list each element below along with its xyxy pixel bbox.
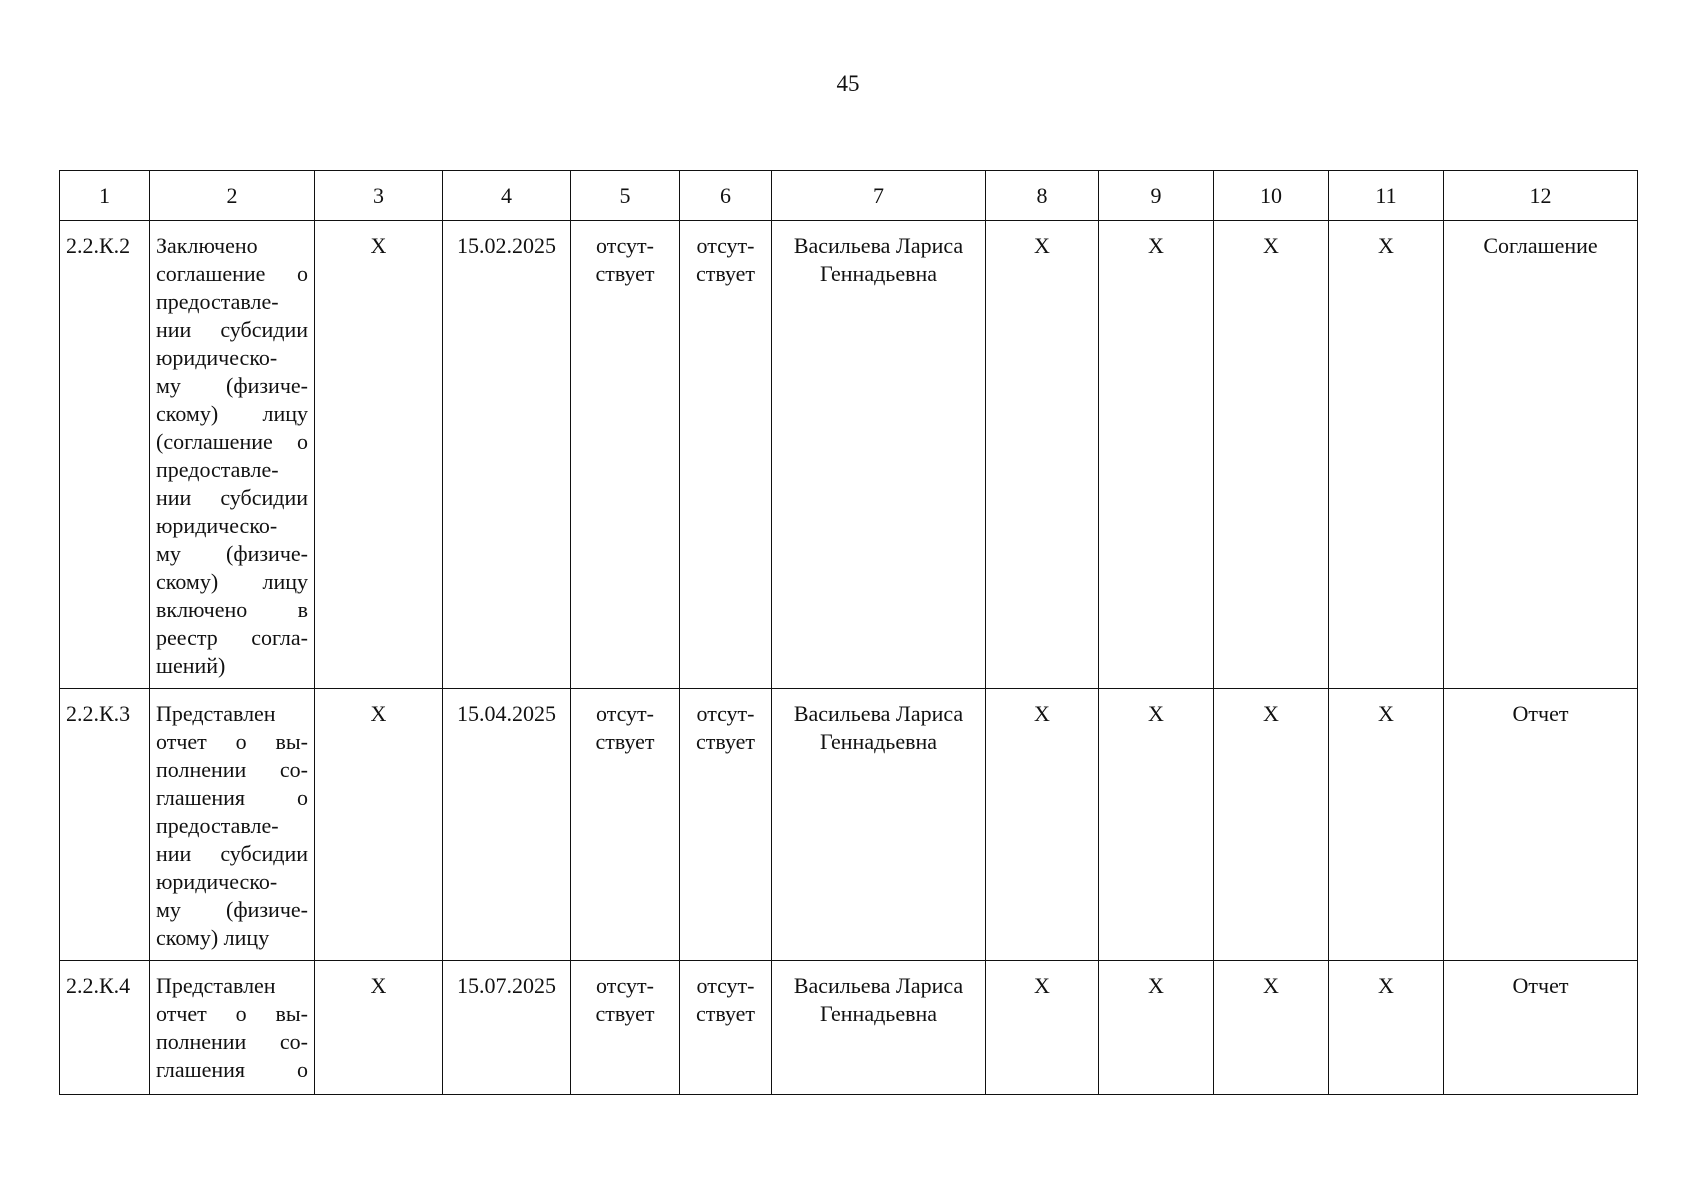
description-line: нии субсидии: [156, 317, 308, 342]
col5-cell: отсут- ствует: [571, 689, 680, 961]
description-line: Представлен: [156, 701, 276, 726]
document-cell: Соглашение: [1444, 221, 1638, 689]
description-line: скому) лицу: [156, 401, 308, 426]
description-line: реестр согла-: [156, 625, 308, 650]
col11-cell: X: [1329, 961, 1444, 1095]
page-number: 45: [836, 71, 860, 96]
description-line: Заключено: [156, 233, 258, 258]
header-cell: 2: [150, 171, 315, 221]
description-line: (соглашение о: [156, 429, 308, 454]
header-row: [60, 171, 1638, 221]
date-cell: 15.07.2025: [443, 961, 571, 1095]
table-row: [60, 961, 1638, 1095]
responsible-cell: Васильева Лариса Геннадьевна: [772, 961, 986, 1095]
description-line: му (физиче-: [156, 373, 308, 398]
responsible-cell: Васильева Лариса Геннадьевна: [772, 221, 986, 689]
description-line: шений): [156, 653, 226, 678]
col10-cell: X: [1214, 961, 1329, 1095]
header-cell: 8: [986, 171, 1099, 221]
description-line: му (физиче-: [156, 541, 308, 566]
col11-cell: X: [1329, 689, 1444, 961]
col3-cell: X: [315, 221, 443, 689]
description-line: глашения о: [156, 1057, 308, 1082]
control-points-table: [59, 170, 1638, 1095]
col9-cell: X: [1099, 221, 1214, 689]
code-cell: 2.2.К.2: [60, 221, 150, 689]
description-line: предоставле-: [156, 813, 279, 838]
date-cell: 15.02.2025: [443, 221, 571, 689]
description-line: юридическо-: [156, 869, 278, 894]
description-line: предоставле-: [156, 289, 279, 314]
date-cell: 15.04.2025: [443, 689, 571, 961]
code-cell: 2.2.К.3: [60, 689, 150, 961]
description-line: скому) лицу: [156, 925, 270, 950]
header-cell: 11: [1329, 171, 1444, 221]
description-line: отчет о вы-: [156, 1001, 308, 1026]
header-cell: 7: [772, 171, 986, 221]
col6-cell: отсут- ствует: [680, 689, 772, 961]
table-row: [60, 221, 1638, 689]
col5-cell: отсут- ствует: [571, 961, 680, 1095]
description-line: Представлен: [156, 973, 276, 998]
col9-cell: X: [1099, 961, 1214, 1095]
code-cell: 2.2.К.4: [60, 961, 150, 1095]
description-line: му (физиче-: [156, 897, 308, 922]
col10-cell: X: [1214, 221, 1329, 689]
col5-cell: отсут- ствует: [571, 221, 680, 689]
description-line: юридическо-: [156, 345, 278, 370]
col6-cell: отсут- ствует: [680, 221, 772, 689]
header-cell: 5: [571, 171, 680, 221]
header-cell: 6: [680, 171, 772, 221]
header-cell: 1: [60, 171, 150, 221]
description-cell: [150, 221, 315, 689]
description-line: включено в: [156, 597, 308, 622]
col8-cell: X: [986, 961, 1099, 1095]
description-line: полнении со-: [156, 1029, 308, 1054]
col3-cell: X: [315, 961, 443, 1095]
document-cell: Отчет: [1444, 689, 1638, 961]
description-line: нии субсидии: [156, 485, 308, 510]
description-line: отчет о вы-: [156, 729, 308, 754]
col10-cell: X: [1214, 689, 1329, 961]
description-line: скому) лицу: [156, 569, 308, 594]
col9-cell: X: [1099, 689, 1214, 961]
header-cell: 3: [315, 171, 443, 221]
description-line: нии субсидии: [156, 841, 308, 866]
document-cell: Отчет: [1444, 961, 1638, 1095]
responsible-cell: Васильева Лариса Геннадьевна: [772, 689, 986, 961]
col8-cell: X: [986, 221, 1099, 689]
description-line: предоставле-: [156, 457, 279, 482]
header-cell: 12: [1444, 171, 1638, 221]
description-line: полнении со-: [156, 757, 308, 782]
col11-cell: X: [1329, 221, 1444, 689]
description-line: глашения о: [156, 785, 308, 810]
col8-cell: X: [986, 689, 1099, 961]
header-cell: 4: [443, 171, 571, 221]
description-cell: [150, 689, 315, 961]
col6-cell: отсут- ствует: [680, 961, 772, 1095]
header-cell: 10: [1214, 171, 1329, 221]
table-row: [60, 689, 1638, 961]
description-line: юридическо-: [156, 513, 278, 538]
description-cell: [150, 961, 315, 1095]
description-line: соглашение о: [156, 261, 308, 286]
header-cell: 9: [1099, 171, 1214, 221]
col3-cell: X: [315, 689, 443, 961]
